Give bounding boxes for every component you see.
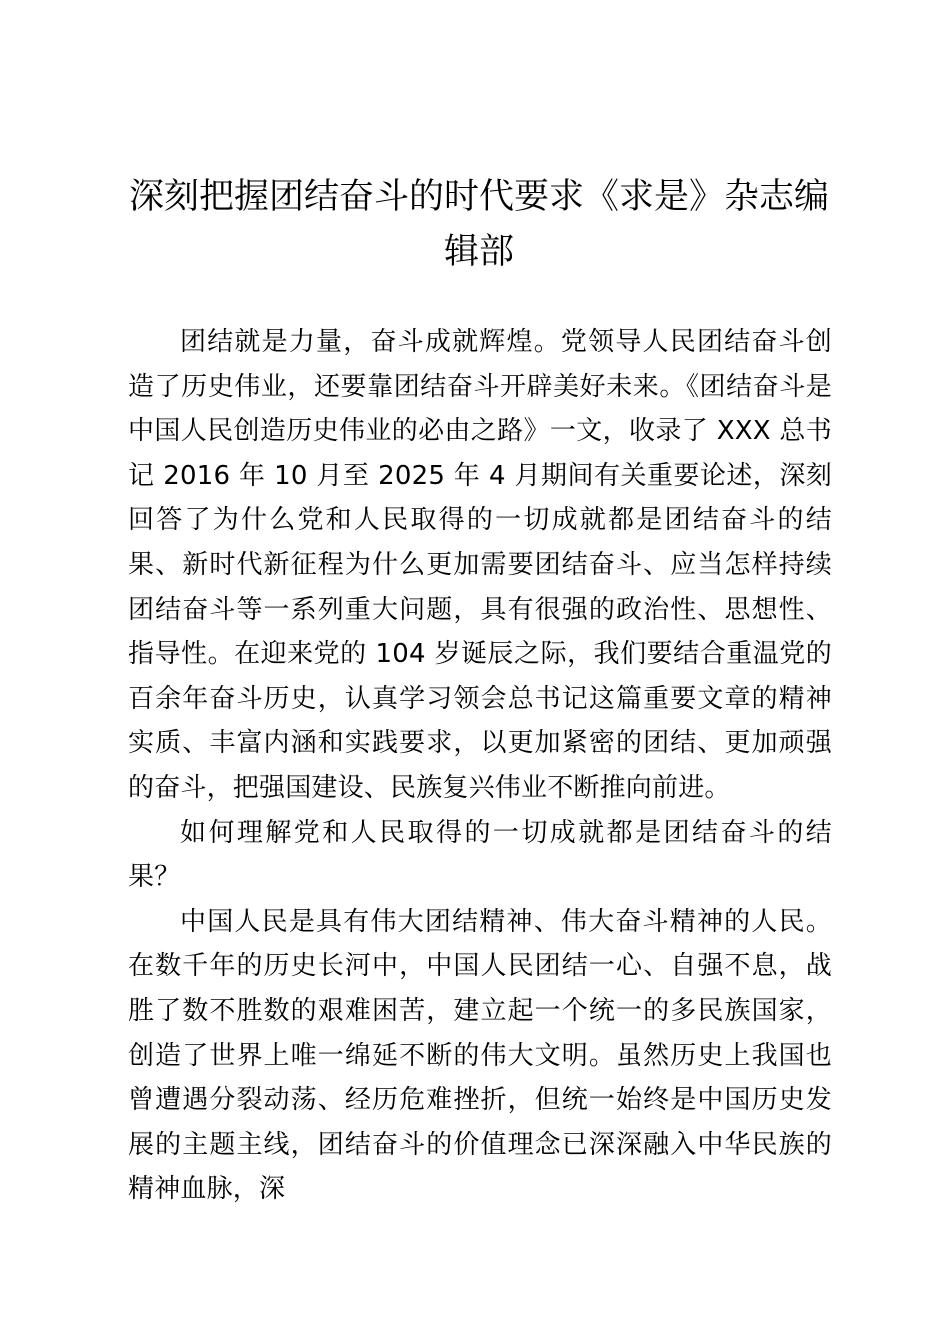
paragraph-history: 中国人民是具有伟大团结精神、伟大奋斗精神的人民。在数千年的历史长河中，中国人民团结一心、自强不息，战胜了数不胜数的艰难困苦，建立起一个统一的多民族国家，创造了世界上唯一绵延不断的伟大文明。虽然历史上我国也曾遭遇分裂动荡、经历危难挫折，但统一始终是中国历史发展的主题主线，团结奋斗的价值理念已深深融入中华民族的精神血脉，深 [128, 906, 832, 1205]
paragraph-question: 如何理解党和人民取得的一切成就都是团结奋斗的结果？ [128, 817, 832, 893]
document-body [128, 320, 832, 1212]
document-title: 深刻把握团结奋斗的时代要求《求是》杂志编辑部 [128, 177, 829, 272]
paragraph-intro: 团结就是力量，奋斗成就辉煌。党领导人民团结奋斗创造了历史伟业，还要靠团结奋斗开辟美好未来。《团结奋斗是中国人民创造历史伟业的必由之路》一文，收录了 XXX 总书记 2016 年 10 月至 2025 年 4 月期间有关重要论述，深刻回答了为什么党和人民取得的一切成就都是团结奋斗的结果、新时代新征程为什么更加需要团结奋斗、应当怎样持续团结奋斗等一系列重大问题，具有很强的政治性、思想性、指导性。在迎来党的 104 岁诞辰之际，我们要结合重温党的百余年奋斗历史，认真学习领会总书记这篇重要文章的精神实质、丰富内涵和实践要求，以更加紧密的团结、更加顽强的奋斗，把强国建设、民族复兴伟业不断推向前进。 [128, 327, 832, 803]
